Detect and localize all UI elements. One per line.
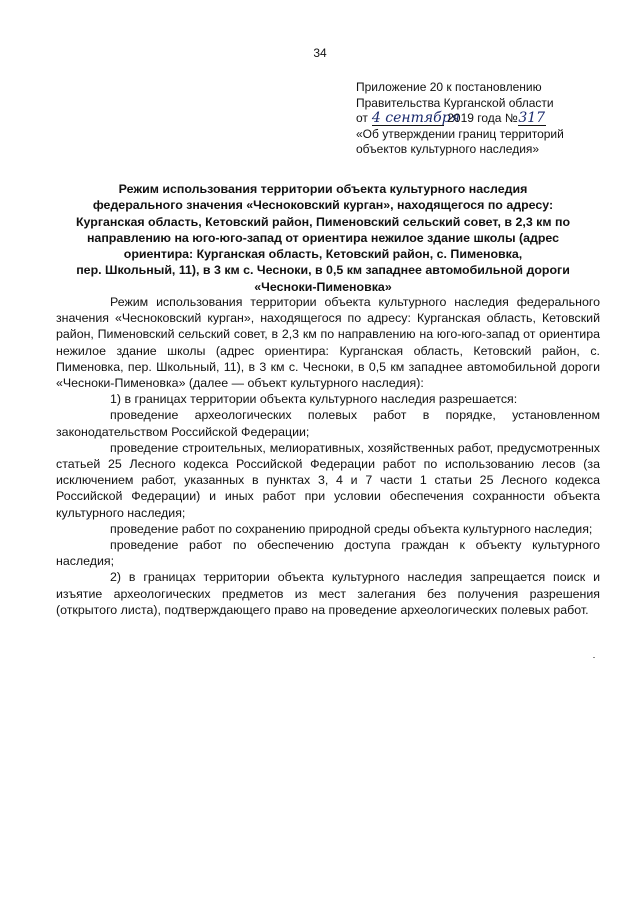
body-paragraph-intro: Режим использования территории объекта культурного наследия федерального значения «Чесноковский курган», находящегося по адресу: Курганская область, Кетовский район, Пименовский сельский совет, в 2,3 км по направлению на юго-юго-запад от ориентира нежилое здание школы (адрес ориентира: Курганская область, Кетовский район, с. Пименовка, пер. Школьный, 11), в 3 км с. Чесноки, в 0,5 км западнее автомобильной дороги «Чесноки-Пименовка» (далее — объект культурного наследия):: [56, 295, 600, 391]
body-paragraph-public-access: проведение работ по обеспечению доступа граждан к объекту культурного наследия;: [56, 538, 600, 569]
handwritten-number: 317: [518, 110, 546, 126]
body-paragraph-allowed-heading: 1) в границах территории объекта культурного наследия разрешается:: [110, 392, 518, 407]
date-prefix: от: [356, 111, 368, 125]
body-paragraph-construction-works: проведение строительных, мелиоративных, хозяйственных работ, предусмотренных статьей 25 Лесного кодекса Российской Федерации работ по использованию лесов (за исключением работ, указанных в пунктах 3, 4 и 7 части 1 статьи 25 Лесного кодекса Российской Федерации) и иных работ при условии обеспечения сохранности объекта культурного наследия;: [56, 440, 600, 520]
document-body: [56, 294, 600, 618]
title-line-2: федерального значения «Чесноковский курган», находящегося по адресу:: [92, 198, 554, 213]
body-paragraph-nature-preservation: проведение работ по сохранению природной среды объекта культурного наследия;: [110, 521, 593, 536]
document-title: [58, 181, 588, 295]
body-paragraph-prohibited: 2) в границах территории объекта культурного наследия запрещается поиск и изъятие археологических предметов из мест залегания без получения разрешения (открытого листа), подтверждающего право на проведение археологических полевых работ.: [56, 570, 600, 617]
title-line-1: Режим использования территории объекта культурного наследия: [118, 182, 528, 196]
title-line-4: направлению на юго-юго-запад от ориентира нежилое здание школы (адрес: [86, 230, 560, 245]
appendix-line-2: Правительства Курганской области: [356, 95, 554, 110]
body-paragraph-archaeological-works: проведение археологических полевых работ в порядке, установленном законодательством Российской Федерации;: [56, 408, 600, 439]
year-text: 2019 года №: [447, 111, 518, 125]
title-line-6: пер. Школьный, 11), в 3 км с. Чесноки, в 0,5 км западнее автомобильной дороги: [76, 263, 570, 278]
title-line-5: ориентира: Курганская область, Кетовский район, с. Пименовка,: [123, 247, 523, 262]
title-line-3: Курганская область, Кетовский район, Пименовский сельский совет, в 2,3 км по: [75, 214, 571, 229]
title-line-7: «Чесноки-Пименовка»: [254, 279, 392, 294]
appendix-line-1: Приложение 20 к постановлению: [356, 80, 542, 94]
appendix-line-5: объектов культурного наследия»: [356, 142, 540, 156]
page-number: 34: [313, 46, 327, 60]
appendix-date-line: [356, 111, 606, 127]
appendix-line-4: «Об утверждении границ территорий: [356, 126, 564, 141]
handwritten-date: 4 сентября: [371, 110, 460, 126]
appendix-header: [356, 80, 606, 158]
scan-speck: [593, 657, 595, 658]
